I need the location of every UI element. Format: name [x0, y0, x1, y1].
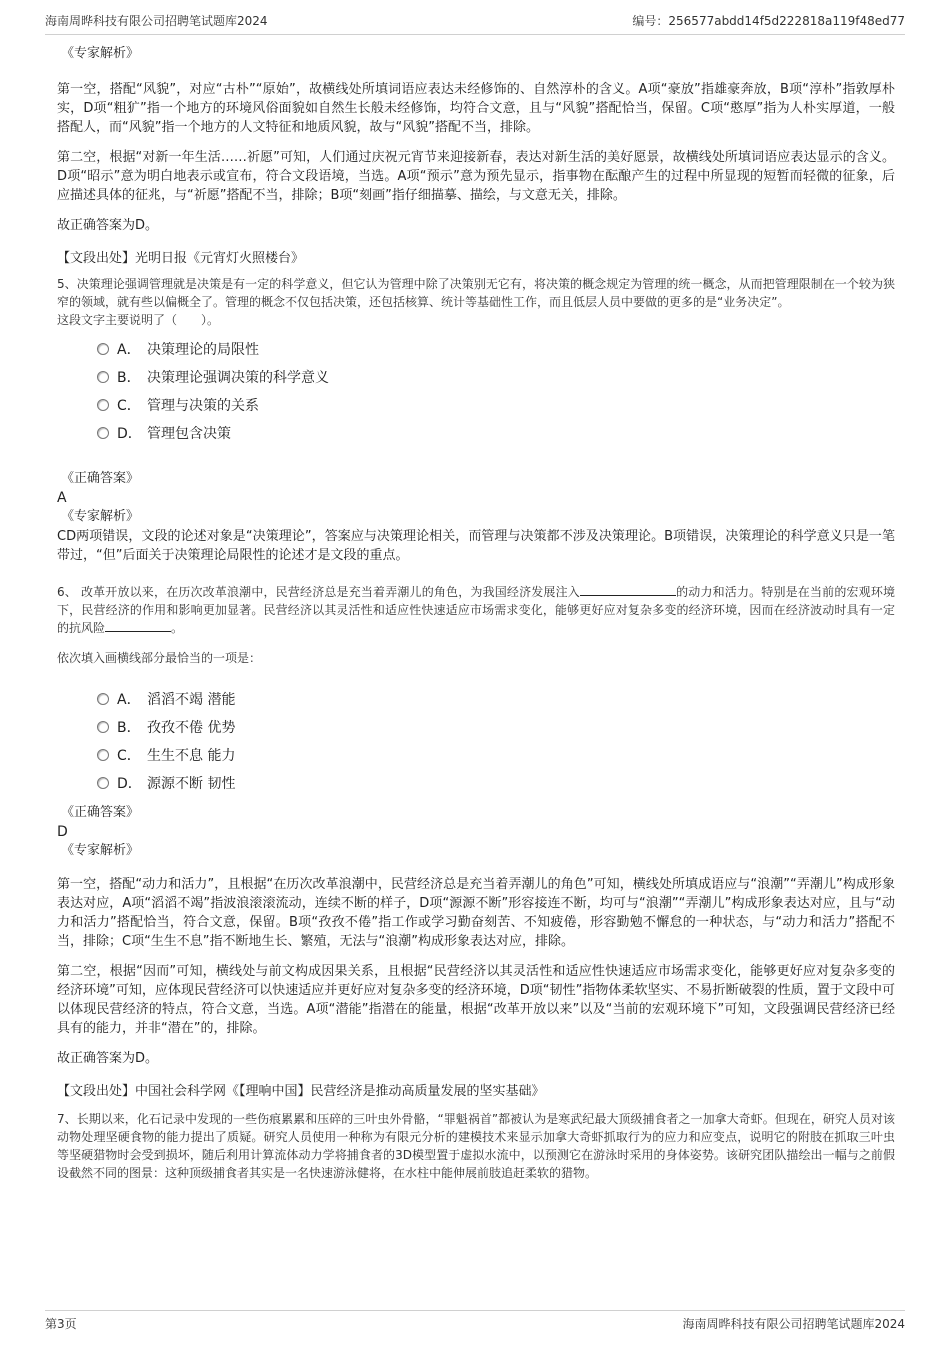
q5-option-a[interactable]: A． 决策理论的局限性 — [97, 335, 895, 363]
q6-analysis-label: 《专家解析》 — [61, 843, 140, 858]
q7-stem: 7、长期以来，化石记录中发现的一些伤痕累累和压碎的三叶虫外骨骼，“罪魁祸首”都被认为是寒武纪最大顶级捕食者之一加拿大奇虾。但现在，研究人员对该动物处理坚硬食物的能力提出了质疑。研究人员使用一种称为有限元分析的建模技术来显示加拿大奇虾抓取行为的应力和应变点，说明它的附肢在抓取三叶虫等坚硬猎物时会受到损坏，随后利用计算流体动力学将捕食者的3D模型置于虚拟水流中，以预测它在游泳时采用的身体姿势。该研究团队描绘出一幅与之前假设截然不同的图景：这种顶级捕食者其实是一名快速游泳健将，在水柱中能伸展前肢追赶柔软的猎物。 — [57, 1112, 895, 1180]
q6-option-a[interactable]: A． 滔滔不竭 潜能 — [97, 685, 895, 713]
page-number: 第3页 — [45, 1317, 77, 1331]
q5-option-d[interactable]: D． 管理包含决策 — [97, 419, 895, 447]
radio-button[interactable] — [97, 777, 109, 789]
q4-source: 【文段出处】光明日报《元宵灯火照楼台》 — [57, 251, 305, 266]
document-id: 编号：256577abdd14f5d222818a119f48ed77 — [632, 14, 905, 28]
radio-button[interactable] — [97, 371, 109, 383]
q6-option-b[interactable]: B． 孜孜不倦 优势 — [97, 713, 895, 741]
radio-button[interactable] — [97, 427, 109, 439]
q5-analysis: CD两项错误，文段的论述对象是“决策理论”，答案应与决策理论相关，而管理与决策都不涉及决策理论。B项错误，决策理论的科学意义只是一笔带过，“但”后面关于决策理论局限性的论述才是文段的重点。 — [57, 529, 895, 563]
q5-stem: 5、决策理论强调管理就是决策是有一定的科学意义，但它认为管理中除了决策别无它有，将决策的概念规定为管理的统一概念，从而把管理限制在一个较为狭窄的领域，就有些以偏概全了。管理的概念不仅包括决策，还包括核算、统计等基础性工作，而且低层人员中要做的更多的是“业务决定”。 — [57, 277, 895, 309]
q6-stem: 6、 改革开放以来，在历次改革浪潮中，民营经济总是充当着弄潮儿的角色，为我国经济发展注入 的动力和活力。特别是在当前的宏观环境下，民营经济的作用和影响更加显著。民营经济以其灵活性和适应性快速适应市场需求变化，能够更好应对复杂多变的经济环境，因而在经济波动时具有一定的抗风险 。 — [57, 585, 895, 635]
footer-title: 海南周晔科技有限公司招聘笔试题库2024 — [682, 1317, 905, 1331]
q6-prompt: 依次填入画横线部分最恰当的一项是： — [57, 651, 262, 665]
page-header — [45, 10, 905, 35]
header-title: 海南周晔科技有限公司招聘笔试题库2024 — [45, 14, 268, 28]
q4-section — [57, 44, 895, 269]
q4-analysis-label: 《专家解析》 — [61, 46, 140, 61]
q5-prompt: 这段文字主要说明了（ ）。 — [57, 313, 220, 327]
q6-options — [97, 685, 895, 797]
q7-section — [57, 1110, 895, 1182]
radio-button[interactable] — [97, 693, 109, 705]
q5-analysis-label: 《专家解析》 — [61, 509, 140, 524]
radio-button[interactable] — [97, 399, 109, 411]
page-content — [57, 44, 895, 1182]
q5-option-c[interactable]: C． 管理与决策的关系 — [97, 391, 895, 419]
q5-section — [57, 275, 895, 565]
q6-conclusion: 故正确答案为D。 — [57, 1051, 159, 1066]
q6-analysis-para1: 第一空，搭配“动力和活力”，且根据“在历次改革浪潮中，民营经济总是充当着弄潮儿的角色”可知，横线处所填成语应与“浪潮”“弄潮儿”构成形象表达对应，A项“滔滔不竭”指波浪滚滚流动，连续不断的样子，D项“源源不断”形容接连不断，均可与“浪潮”“弄潮儿”构成形象表达对应，且与“动力和活力”搭配恰当，符合文意，保留。B项“孜孜不倦”指工作或学习勤奋刻苦、不知疲倦，形容勤勉不懈怠的一种状态，与“动力和活力”搭配不当，排除；C项“生生不息”指不断地生长、繁殖，无法与“浪潮”构成形象表达对应，排除。 — [57, 877, 895, 949]
q6-option-c[interactable]: C． 生生不息 能力 — [97, 741, 895, 769]
radio-button[interactable] — [97, 749, 109, 761]
q6-answer-label: 《正确答案》 — [61, 805, 140, 820]
q6-analysis-para2: 第二空，根据“因而”可知，横线处与前文构成因果关系，且根据“民营经济以其灵活性和适应性快速适应市场需求变化，能够更好应对复杂多变的经济环境”可知，应体现民营经济可以快速适应并更好应对复杂多变的经济环境，D项“韧性”指物体柔软坚实、不易折断破裂的性质，置于文段中可以体现民营经济的特点，符合文意，当选。A项“潜能”指潜在的能量，根据“改革开放以来”以及“当前的宏观环境下”可知，文段强调民营经济已经具有的能力，并非“潜在”的，排除。 — [57, 964, 895, 1036]
q4-analysis-para2: 第二空，根据“对新一年生活……祈愿”可知，人们通过庆祝元宵节来迎接新春，表达对新生活的美好愿景，故横线处所填词语应表达显示的含义。D项“昭示”意为明白地表示或宣布，符合文段语境，当选。A项“预示”意为预先显示，指事物在酝酿产生的过程中所显现的短暂而轻微的征象，后应描述具体的征兆，与“祈愿”搭配不当，排除；B项“刻画”指仔细描摹、描绘，与文意无关，排除。 — [57, 150, 895, 203]
q5-answer: A — [57, 490, 67, 506]
q4-conclusion: 故正确答案为D。 — [57, 218, 159, 233]
radio-button[interactable] — [97, 343, 109, 355]
q6-source: 【文段出处】中国社会科学网《【理响中国】民营经济是推动高质量发展的坚实基础》 — [57, 1084, 545, 1099]
blank-line — [580, 583, 676, 596]
q6-answer: D — [57, 824, 68, 840]
q6-option-d[interactable]: D． 源源不断 韧性 — [97, 769, 895, 797]
q5-answer-label: 《正确答案》 — [61, 471, 140, 486]
q4-analysis-para1: 第一空，搭配“风貌”，对应“古朴”“原始”，故横线处所填词语应表达未经修饰的、自然淳朴的含义。A项“豪放”指雄豪奔放，B项“淳朴”指敦厚朴实，D项“粗犷”指一个地方的环境风俗面貌如自然生长般未经修饰，均符合文意，且与“风貌”搭配恰当，保留。C项“憨厚”指为人朴实厚道，一般搭配人，而“风貌”指一个地方的人文特征和地质风貌，故与“风貌”搭配不当，排除。 — [57, 82, 895, 135]
page-footer — [45, 1310, 905, 1335]
radio-button[interactable] — [97, 721, 109, 733]
q6-section — [57, 583, 895, 1102]
blank-line — [105, 619, 171, 632]
q5-option-b[interactable]: B． 决策理论强调决策的科学意义 — [97, 363, 895, 391]
q5-options — [97, 335, 895, 447]
